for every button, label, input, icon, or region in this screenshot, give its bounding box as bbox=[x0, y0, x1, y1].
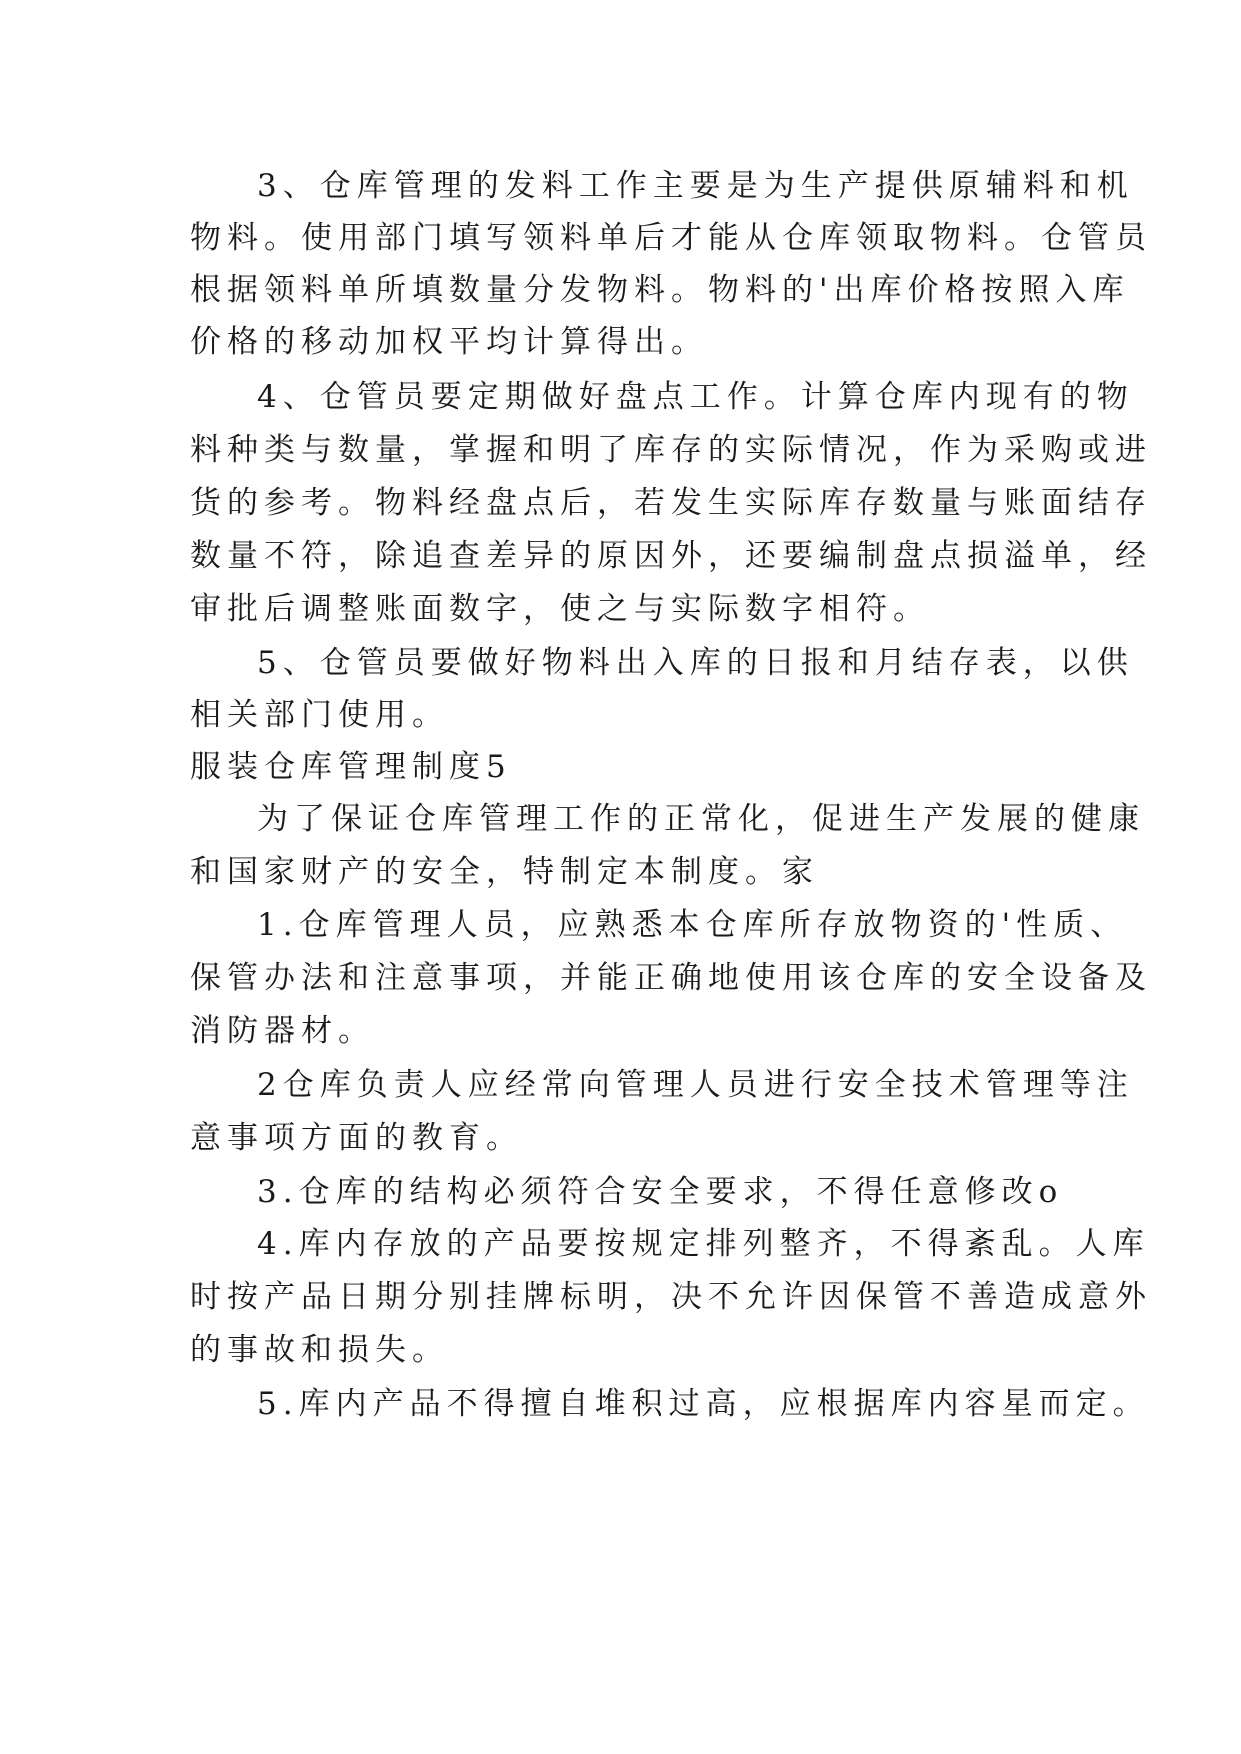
paragraph-line: 物料。使用部门填写领料单后才能从仓库领取物料。仓管员 bbox=[190, 220, 1152, 256]
paragraph-line: 审批后调整账面数字，使之与实际数字相符。 bbox=[190, 591, 930, 627]
paragraph-line: 4、仓管员要定期做好盘点工作。计算仓库内现有的物 bbox=[257, 379, 1134, 415]
section-heading: 服装仓库管理制度5 bbox=[190, 749, 512, 785]
paragraph-line: 价格的移动加权平均计算得出。 bbox=[190, 324, 708, 360]
paragraph-line: 货的参考。物料经盘点后，若发生实际库存数量与账面结存 bbox=[190, 485, 1152, 521]
paragraph-line: 数量不符，除追查差异的原因外，还要编制盘点损溢单，经 bbox=[190, 538, 1152, 574]
paragraph-line: 保管办法和注意事项，并能正确地使用该仓库的安全设备及 bbox=[190, 960, 1152, 996]
paragraph-line: 和国家财产的安全，特制定本制度。家 bbox=[190, 854, 819, 890]
paragraph-line: 时按产品日期分别挂牌标明，决不允许因保管不善造成意外 bbox=[190, 1279, 1152, 1315]
paragraph-line: 5、仓管员要做好物料出入库的日报和月结存表，以供 bbox=[257, 645, 1134, 681]
paragraph-line: 意事项方面的教育。 bbox=[190, 1120, 523, 1156]
paragraph-line: 为了保证仓库管理工作的正常化，促进生产发展的健康 bbox=[257, 801, 1145, 837]
paragraph-line: 根据领料单所填数量分发物料。物料的'出库价格按照入库 bbox=[190, 272, 1130, 308]
paragraph-line: 相关部门使用。 bbox=[190, 697, 449, 733]
paragraph-line: 料种类与数量，掌握和明了库存的实际情况，作为采购或进 bbox=[190, 432, 1152, 468]
paragraph-line: 1.仓库管理人员，应熟悉本仓库所存放物资的'性质、 bbox=[257, 907, 1128, 943]
paragraph-line: 5.库内产品不得擅自堆积过高，应根据库内容星而定。 bbox=[257, 1386, 1150, 1422]
paragraph-line: 3.仓库的结构必须符合安全要求，不得任意修改o bbox=[257, 1174, 1064, 1210]
paragraph-line: 的事故和损失。 bbox=[190, 1332, 449, 1368]
paragraph-line: 2仓库负责人应经常向管理人员进行安全技术管理等注 bbox=[257, 1067, 1134, 1103]
paragraph-line: 消防器材。 bbox=[190, 1013, 375, 1049]
paragraph-line: 4.库内存放的产品要按规定排列整齐，不得紊乱。人库 bbox=[257, 1226, 1150, 1262]
paragraph-line: 3、仓库管理的发料工作主要是为生产提供原辅料和机 bbox=[257, 168, 1134, 204]
